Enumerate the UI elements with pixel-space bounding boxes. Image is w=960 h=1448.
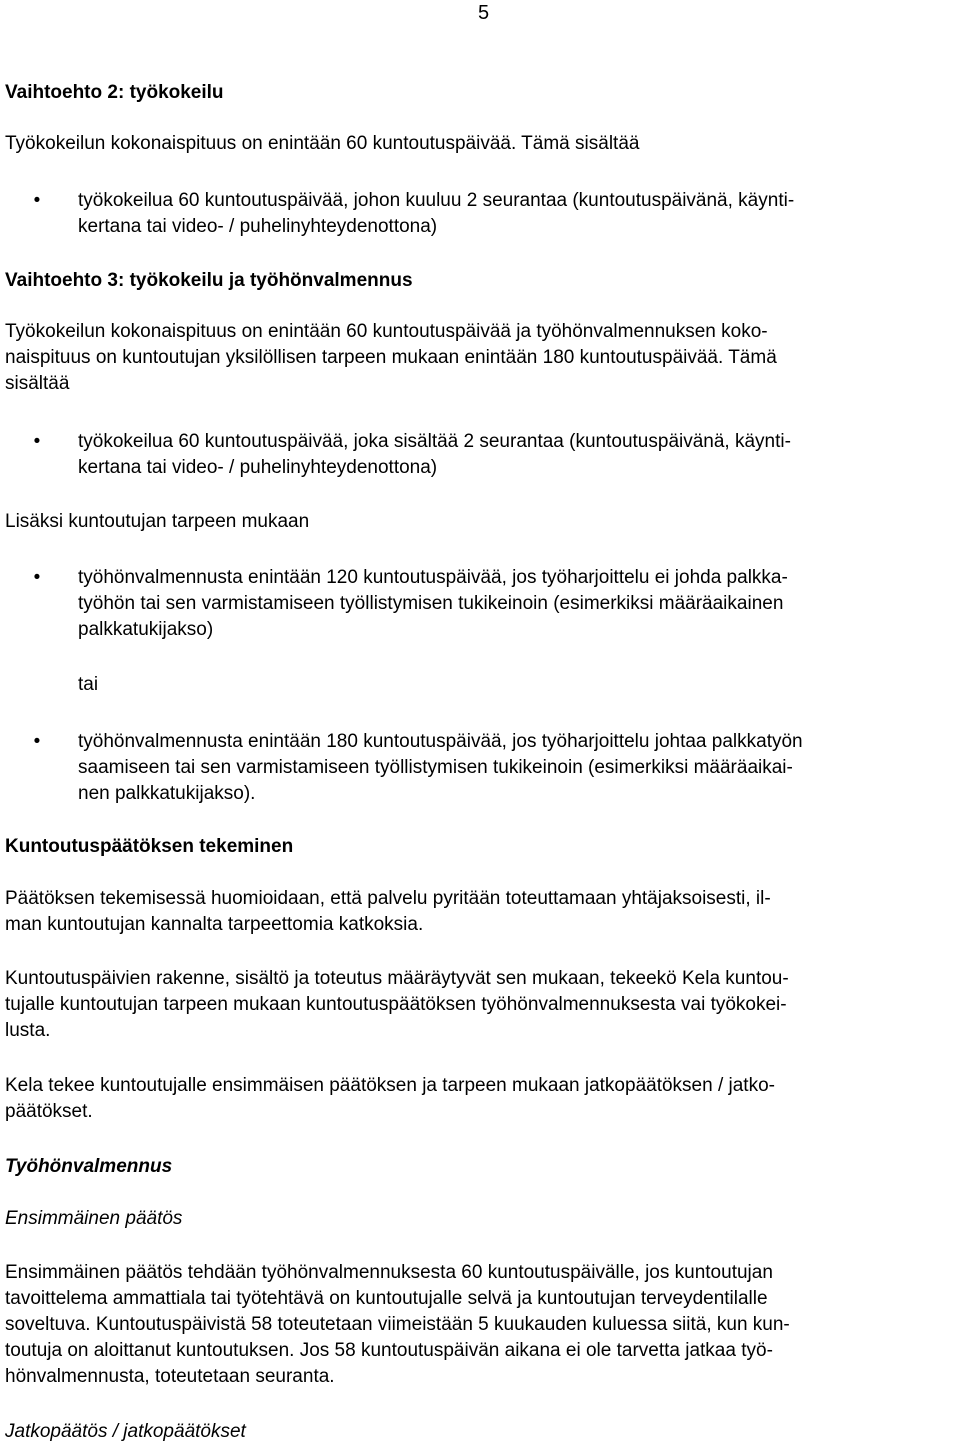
paragraph-ensimmainen-paatos: Ensimmäinen päätös tehdään työhönvalmennuksesta 60 kuntoutuspäivälle, jos kuntoutujan tavoittelema ammattiala tai työtehtävä on kuntoutujalle selvä ja kuntoutujan terveydentilalle soveltuva. Kuntoutuspäivistä 58 toteutetaan viimeistään 5 kuukauden kuluessa siitä, kun kun- toutuja on aloittanut kuntoutuksen. Jos 58 kuntoutuspäivän aikana ei ole tarvetta jatkaa työ- hönvalmennusta, toteutetaan seuranta. <box>5 1262 790 1387</box>
page-number: 5 <box>478 2 490 24</box>
paragraph-lisaksi: Lisäksi kuntoutujan tarpeen mukaan <box>5 511 310 532</box>
tai-connector: tai <box>78 674 99 695</box>
paragraph-kela-tekee: Kela tekee kuntoutujalle ensimmäisen päätöksen ja tarpeen mukaan jatkopäätöksen / jatko- päätökset. <box>5 1075 775 1122</box>
heading-vaihtoehto-3: Vaihtoehto 3: työkokeilu ja työhönvalmennus <box>5 270 413 291</box>
heading-kuntoutuspaatoksen-tekeminen: Kuntoutuspäätöksen tekeminen <box>5 836 294 857</box>
paragraph-vaihtoehto-3-intro: Työkokeilun kokonaispituus on enintään 60 kuntoutuspäivää ja työhönvalmennuksen koko- naispituus on kuntoutujan yksilöllisen tarpeen mukaan enintään 180 kuntoutuspäivää. Tämä sisältää <box>5 321 777 394</box>
subheading-ensimmainen-paatos: Ensimmäinen päätös <box>5 1208 183 1229</box>
list-item: • työkokeilua 60 kuntoutuspäivää, joka sisältää 2 seurantaa (kuntoutuspäivänä, käynti- kertana tai video- / puhelinyhteydenottona) <box>33 431 791 478</box>
list-item: • työhönvalmennusta enintään 180 kuntoutuspäivää, jos työharjoittelu johtaa palkkatyön saamiseen tai sen varmistamiseen työllistymisen tukikeinoin (esimerkiksi määräaikai- nen palkkatukijakso). <box>33 731 803 804</box>
heading-tyohonvalmennus: Työhönvalmennus <box>5 1156 173 1177</box>
bullet-icon: • <box>33 731 41 752</box>
subheading-jatkopaatos: Jatkopäätös / jatkopäätökset <box>5 1421 246 1442</box>
bullet-icon: • <box>33 567 41 588</box>
list-item: • työkokeilua 60 kuntoutuspäivää, johon kuuluu 2 seurantaa (kuntoutuspäivänä, käynti- kertana tai video- / puhelinyhteydenottona) <box>33 190 795 237</box>
paragraph-tyokokeilu-intro: Työkokeilun kokonaispituus on enintään 60 kuntoutuspäivää. Tämä sisältää <box>5 133 640 154</box>
bullet-icon: • <box>33 431 41 452</box>
heading-vaihtoehto-2: Vaihtoehto 2: työkokeilu <box>5 82 224 103</box>
paragraph-kuntoutuspaivien-rakenne: Kuntoutuspäivien rakenne, sisältö ja toteutus määräytyvät sen mukaan, tekeekö Kela kuntou- tujalle kuntoutujan tarpeen mukaan kuntoutuspäätöksen työhönvalmennuksesta vai työkokei- lusta. <box>5 968 789 1041</box>
bullet-icon: • <box>33 190 41 211</box>
paragraph-paatoksen-tekemisessa: Päätöksen tekemisessä huomioidaan, että palvelu pyritään toteuttamaan yhtäjaksoisesti, il- man kuntoutujan kannalta tarpeettomia katkoksia. <box>5 888 771 935</box>
list-item: • työhönvalmennusta enintään 120 kuntoutuspäivää, jos työharjoittelu ei johda palkka- työhön tai sen varmistamiseen työllistymisen tukikeinoin (esimerkiksi määräaikainen palkkatukijakso) <box>33 567 788 640</box>
